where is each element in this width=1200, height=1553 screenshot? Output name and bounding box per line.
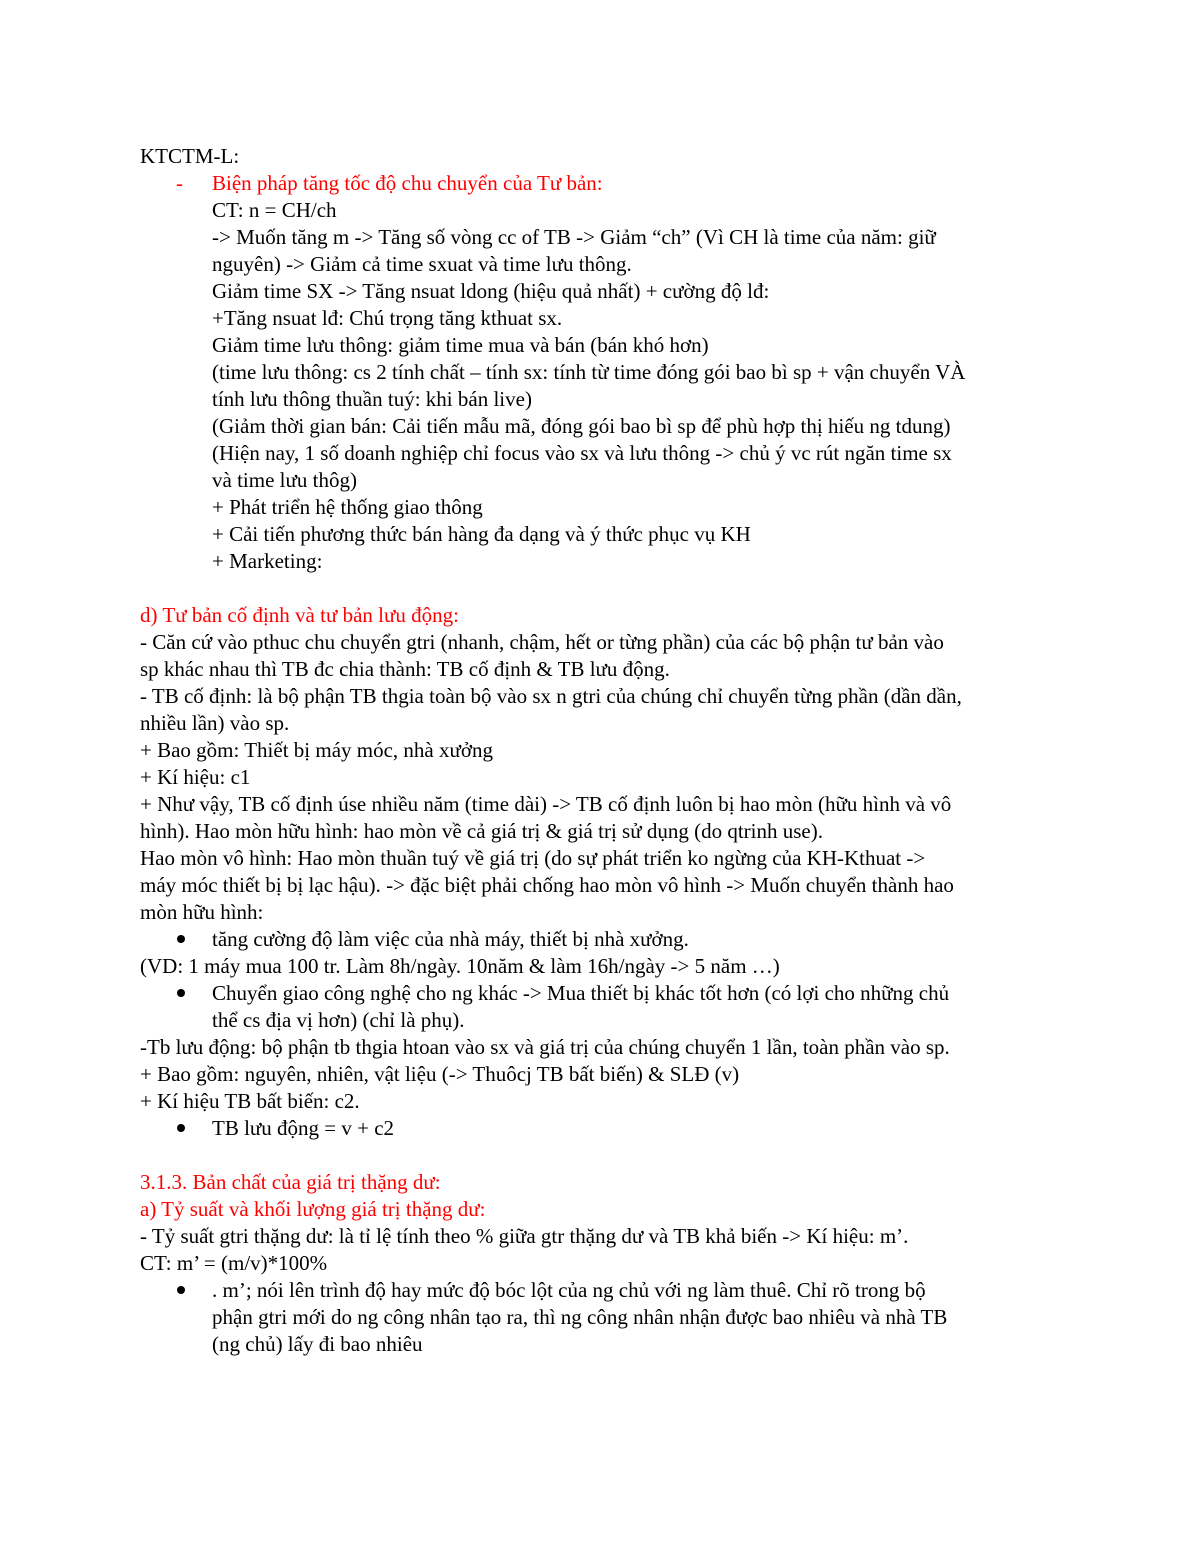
dash-bullet: -: [176, 171, 183, 195]
bullet-item: [140, 1115, 1070, 1142]
bullet-text-continued: phận gtri mới do ng công nhân tạo ra, thì ng công nhân nhận được bao nhiêu và nhà TB: [212, 1305, 948, 1329]
text-line: + Kí hiệu TB bất biến: c2.: [140, 1089, 360, 1113]
section1-heading: [140, 170, 1070, 197]
text-line: + Phát triển hệ thống giao thông: [212, 495, 483, 519]
bullet-item: [140, 980, 1070, 1007]
text-line: và time lưu thôg): [212, 468, 357, 492]
text-line: + Bao gồm: nguyên, nhiên, vật liệu (-> Thuôcj TB bất biến) & SLĐ (v): [140, 1062, 740, 1086]
bullet-item: [140, 1277, 1070, 1304]
section2-heading: d) Tư bản cố định và tư bản lưu động:: [140, 603, 459, 627]
paragraph-gap: [140, 1142, 1070, 1169]
bullet-dot-icon: [177, 1286, 185, 1294]
text-line: Hao mòn vô hình: Hao mòn thuần tuý về giá trị (do sự phát triển ko ngừng của KH-Kthuat ->: [140, 846, 926, 870]
text-line: máy móc thiết bị bị lạc hậu). -> đặc biệt phải chống hao mòn vô hình -> Muốn chuyển thành hao: [140, 873, 954, 897]
section3-heading: 3.1.3. Bản chất của giá trị thặng dư:: [140, 1170, 441, 1194]
bullet-text-continued: thể cs địa vị hơn) (chỉ là phụ).: [212, 1008, 465, 1032]
bullet-dot-icon: [177, 1124, 185, 1132]
text-line: Giảm time SX -> Tăng nsuat ldong (hiệu quả nhất) + cường độ lđ:: [212, 279, 770, 303]
text-line: + Cải tiến phương thức bán hàng đa dạng và ý thức phục vụ KH: [212, 522, 751, 546]
text-line: nguyên) -> Giảm cả time sxuat và time lưu thông.: [212, 252, 632, 276]
text-line: + Như vậy, TB cố định úse nhiều năm (time dài) -> TB cố định luôn bị hao mòn (hữu hình và vô: [140, 792, 952, 816]
bullet-text: TB lưu động = v + c2: [212, 1116, 395, 1140]
document-page: [140, 143, 1070, 1358]
text-line: -> Muốn tăng m -> Tăng số vòng cc of TB -> Giảm “ch” (Vì CH là time của năm: giữ: [212, 225, 936, 249]
text-line: (Giảm thời gian bán: Cải tiến mẫu mã, đóng gói bao bì sp để phù hợp thị hiếu ng tdung): [212, 414, 951, 438]
text-line: + Kí hiệu: c1: [140, 765, 251, 789]
section1-heading-text: Biện pháp tăng tốc độ chu chuyển của Tư bản:: [212, 171, 603, 195]
paragraph-gap: [140, 575, 1070, 602]
bullet-text: . m’; nói lên trình độ hay mức độ bóc lột của ng chủ với ng làm thuê. Chỉ rõ trong bộ: [212, 1278, 926, 1302]
text-line: tính lưu thông thuần tuý: khi bán live): [212, 387, 532, 411]
text-line: nhiều lần) vào sp.: [140, 711, 290, 735]
text-line: CT: n = CH/ch: [212, 198, 337, 222]
text-line: +Tăng nsuat lđ: Chú trọng tăng kthuat sx.: [212, 306, 563, 330]
text-line: - Tỷ suất gtri thặng dư: là tỉ lệ tính theo % giữa gtr thặng dư và TB khả biến -> Kí hiệu: m’.: [140, 1224, 909, 1248]
bullet-item: [140, 926, 1070, 953]
text-line: + Bao gồm: Thiết bị máy móc, nhà xưởng: [140, 738, 493, 762]
text-line: mòn hữu hình:: [140, 900, 264, 924]
text-line: (time lưu thông: cs 2 tính chất – tính sx: tính từ time đóng gói bao bì sp + vận chuyển VÀ: [212, 360, 966, 384]
text-line: sp khác nhau thì TB đc chia thành: TB cố định & TB lưu động.: [140, 657, 670, 681]
text-line: -Tb lưu động: bộ phận tb thgia htoan vào sx và giá trị của chúng chuyển 1 lần, toàn phần vào sp.: [140, 1035, 950, 1059]
section3-subheading: a) Tỷ suất và khối lượng giá trị thặng dư:: [140, 1197, 486, 1221]
bullet-text: Chuyển giao công nghệ cho ng khác -> Mua thiết bị khác tốt hơn (có lợi cho những chủ: [212, 981, 950, 1005]
example-line: (VD: 1 máy mua 100 tr. Làm 8h/ngày. 10năm & làm 16h/ngày -> 5 năm …): [140, 954, 780, 978]
text-line: - Căn cứ vào pthuc chu chuyển gtri (nhanh, chậm, hết or từng phần) của các bộ phận tư bản vào: [140, 630, 944, 654]
text-line: - TB cố định: là bộ phận TB thgia toàn bộ vào sx n gtri của chúng chỉ chuyển từng phần (dần dần,: [140, 684, 962, 708]
document-title: KTCTM-L:: [140, 144, 240, 168]
bullet-text: tăng cường độ làm việc của nhà máy, thiết bị nhà xưởng.: [212, 927, 689, 951]
text-line: hình). Hao mòn hữu hình: hao mòn về cả giá trị & giá trị sử dụng (do qtrinh use).: [140, 819, 823, 843]
bullet-dot-icon: [177, 935, 185, 943]
bullet-text-continued: (ng chủ) lấy đi bao nhiêu: [212, 1332, 423, 1356]
bullet-dot-icon: [177, 989, 185, 997]
text-line: + Marketing:: [212, 549, 323, 573]
text-line: CT: m’ = (m/v)*100%: [140, 1251, 328, 1275]
text-line: Giảm time lưu thông: giảm time mua và bán (bán khó hơn): [212, 333, 709, 357]
text-line: (Hiện nay, 1 số doanh nghiệp chỉ focus vào sx và lưu thông -> chủ ý vc rút ngăn time sx: [212, 441, 952, 465]
